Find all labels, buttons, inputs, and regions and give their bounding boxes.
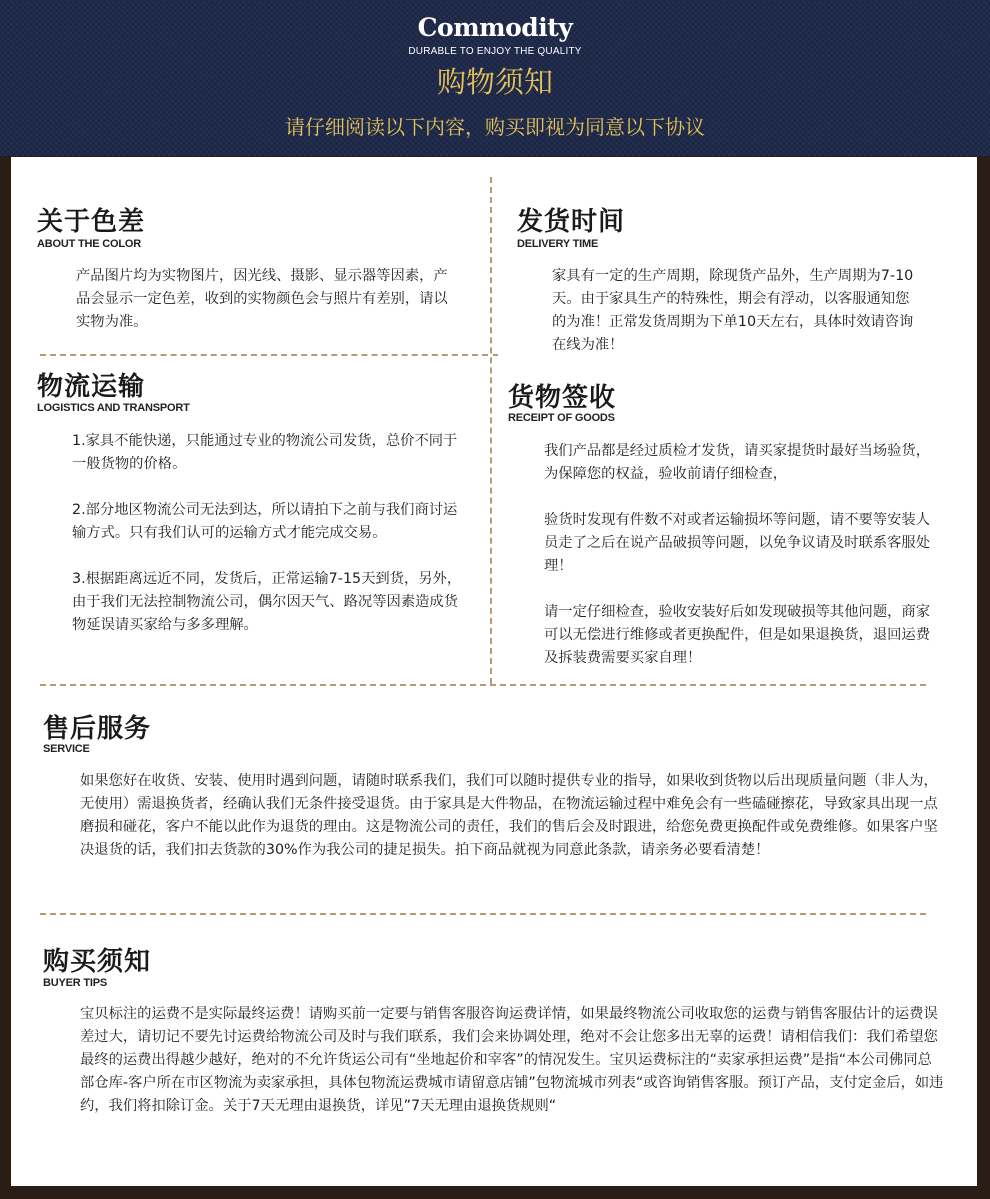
section-body-buyer: [80, 1003, 946, 1118]
divider-row-3: [40, 913, 926, 915]
section-subtitle-receipt: RECEIPT OF GOODS: [508, 412, 615, 424]
section-subtitle-buyer: BUYER TIPS: [43, 977, 108, 989]
divider-row-1-right: [493, 354, 498, 356]
section-title-logistics: 物流运输: [37, 372, 146, 402]
paragraph: 如果您好在收货、安装、使用时遇到问题，请随时联系我们，我们可以随时提供专业的指导，如果收到货物以后出现质量问题（非人为，无使用）需退换货者，经确认我们无条件接受退货。由于家具是大件物品，在物流运输过程中难免会有一些磕碰擦花，导致家具出现一点磨损和碰花，客户不能以此作为退货的理由。这是物流公司的责任，我们的售后会及时跟进，给您免费更换配件或免费维修。如果客户坚决退货的话，我们扣去货款的30%作为我公司的捷足损失。拍下商品就视为同意此条款，请亲务必要看清楚！: [80, 773, 938, 858]
divider-row-1: [40, 354, 488, 356]
section-title-service: 售后服务: [43, 714, 152, 744]
section-title-receipt: 货物签收: [508, 383, 617, 413]
page-title: 购物须知: [436, 65, 553, 99]
section-title-color: 关于色差: [37, 207, 146, 237]
vertical-divider: [490, 177, 492, 684]
paragraph: 宝贝标注的运费不是实际最终运费！请购买前一定要与销售客服咨询运费详情，如果最终物流公司收取您的运费与销售客服估计的运费误差过大，请切记不要先讨运费给物流公司及时与我们联系，我们会来协调处理，绝对不会让您多出无辜的运费！请相信我们：我们希望您最终的运费出得越少越好，绝对的不允许货运公司有“坐地起价和宰客”的情况发生。宝贝运费标注的“卖家承担运费”是指“本公司佛同总部仓库-客户所在市区物流为卖家承担，具体包物流运费城市请留意店铺”包物流城市列表“或咨询销售客服。预订产品，支付定金后，如违约，我们将扣除订金。关于7天无理由退换货，详见”7天无理由退换货规则“: [80, 1006, 944, 1114]
section-title-delivery: 发货时间: [517, 207, 626, 237]
divider-row-2: [40, 684, 926, 686]
brand-logo-text: Commodity: [417, 13, 573, 42]
paragraph: 3.根据距离远近不同，发货后，正常运输7-15天到货，另外，由于我们无法控制物流公司，偶尔因天气、路况等因素造成货物延误请买家给与多多理解。: [72, 571, 462, 633]
content-panel: [11, 157, 977, 1186]
page-subtitle: 请仔细阅读以下内容，购买即视为同意以下协议: [285, 115, 705, 139]
section-body-logistics: [72, 430, 464, 637]
section-subtitle-color: ABOUT THE COLOR: [37, 238, 141, 250]
section-subtitle-logistics: LOGISTICS AND TRANSPORT: [37, 402, 190, 414]
section-body-service: [80, 770, 946, 862]
section-body-color: [76, 265, 448, 334]
header-banner: [0, 0, 990, 156]
paragraph: 2.部分地区物流公司无法到达，所以请拍下之前与我们商讨运输方式。只有我们认可的运输方式才能完成交易。: [72, 502, 458, 541]
section-subtitle-service: SERVICE: [43, 743, 90, 755]
section-subtitle-delivery: DELIVERY TIME: [517, 238, 599, 250]
paragraph: 1.家具不能快递，只能通过专业的物流公司发货，总价不同于一般货物的价格。: [72, 433, 458, 472]
paragraph: 验货时发现有件数不对或者运输损坏等问题，请不要等安装人员走了之后在说产品破损等问题，以免争议请及时联系客服处理！: [544, 512, 931, 574]
paragraph: 我们产品都是经过质检才发货，请买家提货时最好当场验货，为保障您的权益，验收前请仔细检查，: [544, 443, 931, 482]
section-body-delivery: [552, 265, 922, 357]
section-body-receipt: [544, 440, 944, 670]
paragraph: 产品图片均为实物图片，因光线、摄影、显示器等因素，产品会显示一定色差，收到的实物颜色会与照片有差别，请以实物为准。: [76, 268, 448, 330]
paragraph: 请一定仔细检查，验收安装好后如发现破损等其他问题，商家可以无偿进行维修或者更换配件，但是如果退换货，退回运费及拆装费需要买家自理！: [544, 604, 931, 666]
brand-tagline: DURABLE TO ENJOY THE QUALITY: [408, 46, 582, 57]
paragraph: 家具有一定的生产周期，除现货产品外，生产周期为7-10天。由于家具生产的特殊性，期会有浮动，以客服通知您的为准！正常发货周期为下单10天左右，具体时效请咨询在线为准！: [552, 268, 914, 353]
section-title-buyer: 购买须知: [43, 947, 152, 977]
